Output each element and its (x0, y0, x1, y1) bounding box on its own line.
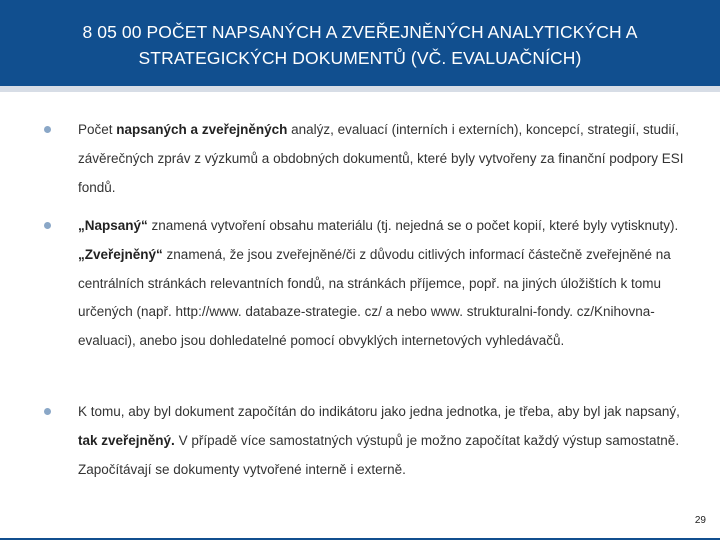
bullet-dot-2 (44, 222, 51, 229)
page-number: 29 (694, 515, 706, 526)
bold-term: tak zveřejněný. (78, 432, 175, 448)
slide-header (0, 0, 720, 92)
bold-term: napsaných a zveřejněných (116, 122, 288, 137)
bullet-dot-1 (44, 126, 51, 133)
bold-term-zverejneny: „Zveřejněný“ (78, 246, 163, 262)
bullet-dot-3 (44, 408, 51, 415)
bullet-text-2: „Napsaný“ znamená vytvoření obsahu materiálu (tj. nejedná se o počet kopií, které byly vytisknuty). „Zveřejněný“ znamená, že jsou zveřejněné/či z důvodu citlivých informací částečně zveřejněné na centrálních stránkách relevantních fondů, na stránkách příjemce, popř. na jiných úložištích k tomu určených (např. http://www. databaze-strategie. cz/ a nebo www. strukturalni-fondy. cz/Knihovna-evaluaci), anebo jsou dohledatelné pomocí obvyklých internetových vyhledávačů. (78, 218, 679, 349)
title-line-1: 8 05 00 POČET NAPSANÝCH A ZVEŘEJNĚNÝCH ANALYTICKÝCH A (82, 22, 638, 42)
title-line-2: STRATEGICKÝCH DOKUMENTŮ (VČ. EVALUAČNÍCH) (138, 48, 582, 68)
bullet-text-3: K tomu, aby byl dokument započítán do indikátoru jako jedna jednotka, je třeba, aby byl jak napsaný, tak zveřejněný. V případě více samostatných výstupů je možno započítat každý výstup samostatně. Započítávají se dokumenty vytvořené interně i externě. (78, 404, 680, 477)
bullet-text-1: Počet napsaných a zveřejněných analýz, evaluací (interních i externích), koncepcí, strategií, studií, závěrečných zpráv z výzkumů a obdobných dokumentů, které byly vytvořeny za finanční podpory ESI fondů. (78, 122, 684, 195)
slide-title (20, 19, 700, 71)
bold-term-napsany: „Napsaný“ (78, 218, 148, 233)
